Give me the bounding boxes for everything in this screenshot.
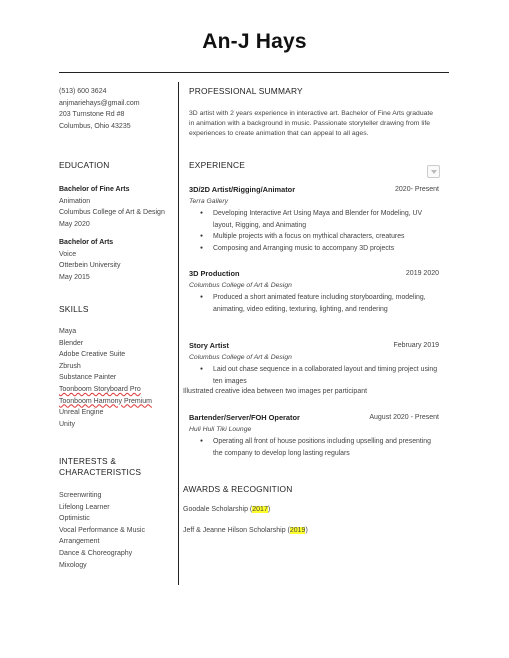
job-title-row xyxy=(189,340,439,352)
education-degree: Bachelor of Fine Arts xyxy=(59,186,130,193)
experience-heading: EXPERIENCE xyxy=(189,160,245,170)
job-bullet: ● Composing and Arranging music to accompany 3D projects xyxy=(189,243,439,255)
interests-list xyxy=(59,490,145,571)
job-dates: February 2019 xyxy=(393,342,439,349)
skill-item: Zbrush xyxy=(59,362,81,370)
award-item xyxy=(183,506,270,513)
interest-item: Vocal Performance & Music xyxy=(59,526,145,534)
skill-item: Toonboom Storyboard Pro xyxy=(59,385,141,393)
job-org: Columbus College of Art & Design xyxy=(189,282,292,289)
skills-heading: SKILLS xyxy=(59,304,89,314)
education-school: Otterbein University xyxy=(59,262,121,270)
header-divider xyxy=(59,72,449,73)
job-title: 3D/2D Artist/Rigging/Animator xyxy=(189,185,296,194)
skill-item: Unity xyxy=(59,420,75,428)
job-bullet: ● Operating all front of house positions including upselling and presenting the company to develop long lasting regulars xyxy=(189,436,439,459)
job-title: Bartender/Server/FOH Operator xyxy=(189,413,300,422)
job-bullet: ● Laid out chase sequence in a collaborated layout and timing project using ten images xyxy=(189,364,439,387)
job-title-row xyxy=(189,268,439,280)
resume-name: An-J Hays xyxy=(202,30,307,53)
job-org: Huli Huli Tiki Lounge xyxy=(189,426,252,433)
job-org: Terra Gallery xyxy=(189,198,229,205)
job-bullet: ● Developing Interactive Art Using Maya and Blender for Modeling, UV layout, Rigging, and Animating xyxy=(189,208,439,231)
job-bullet: ● Multiple projects with a focus on mythical characters, creatures xyxy=(189,231,439,243)
skill-item: Maya xyxy=(59,328,77,335)
job-bullet: ● Produced a short animated feature including storyboarding, modeling, animating, video editing, texturing, lighting, and rendering xyxy=(189,292,439,315)
summary-heading: PROFESSIONAL SUMMARY xyxy=(189,86,303,96)
education-field: Animation xyxy=(59,197,91,205)
skills-list xyxy=(59,326,152,430)
education-date: May 2020 xyxy=(59,220,90,228)
skill-item: Adobe Creative Suite xyxy=(59,351,126,359)
education-degree: Bachelor of Arts xyxy=(59,239,114,246)
awards-heading: AWARDS & RECOGNITION xyxy=(183,484,293,494)
education-entry xyxy=(59,184,189,230)
interest-item: Arrangement xyxy=(59,538,100,546)
job-title: Story Artist xyxy=(189,341,229,350)
job-dates: August 2020 - Present xyxy=(369,414,439,421)
summary-text: 3D artist with 2 years experience in interactive art. Bachelor of Fine Arts graduate in animation with a background in music. Passionate storyteller drawing from life experiences to create animation that can appeal to all ages. xyxy=(189,110,434,138)
contact-phone: (513) 600 3624 xyxy=(59,88,107,95)
award-year: 2019 xyxy=(289,527,306,534)
job-bullets xyxy=(189,436,439,459)
award-year: 2017 xyxy=(252,506,268,513)
interest-item: Optimistic xyxy=(59,515,90,523)
education-date: May 2015 xyxy=(59,273,90,281)
award-close: ) xyxy=(267,506,271,513)
education-field: Voice xyxy=(59,250,77,258)
chevron-down-icon[interactable] xyxy=(427,165,440,178)
contact-block xyxy=(59,86,140,132)
job-org: Columbus College of Art & Design xyxy=(189,354,292,361)
job-dates: 2019 2020 xyxy=(405,270,439,277)
job-title: 3D Production xyxy=(189,269,240,278)
contact-address-line1: 203 Turnstone Rd #8 xyxy=(59,111,125,119)
skill-item: Toonboom Harmony Premium xyxy=(59,397,152,405)
education-school: Columbus College of Art & Design xyxy=(59,209,165,217)
contact-email: anjmariehays@gmail.com xyxy=(59,99,140,107)
interests-heading xyxy=(59,456,141,478)
award-close: ) xyxy=(305,527,308,534)
job-title-row xyxy=(189,184,439,196)
interest-item: Lifelong Learner xyxy=(59,503,110,511)
job-bullets xyxy=(189,364,439,387)
contact-address-line2: Columbus, Ohio 43235 xyxy=(59,122,131,130)
interests-heading-line1: INTERESTS & xyxy=(59,456,117,466)
column-divider xyxy=(178,82,179,585)
skill-item: Unreal Engine xyxy=(59,409,104,417)
interests-heading-line2: CHARACTERISTICS xyxy=(59,467,142,477)
award-text: Jeff & Jeanne Hilson Scholarship ( xyxy=(183,527,290,534)
job-title-row xyxy=(189,412,439,424)
job-note: Illustrated creative idea between two images per participant xyxy=(183,388,368,395)
skill-item: Blender xyxy=(59,339,84,347)
interest-item: Mixology xyxy=(59,561,87,569)
education-entry xyxy=(59,237,120,283)
award-text: Goodale Scholarship ( xyxy=(183,506,253,513)
education-heading: EDUCATION xyxy=(59,160,110,170)
job-bullets xyxy=(189,292,439,315)
job-dates: 2020- Present xyxy=(395,186,439,193)
interest-item: Dance & Choreography xyxy=(59,549,133,557)
interest-item: Screenwriting xyxy=(59,492,102,499)
job-bullets xyxy=(189,208,439,254)
award-item xyxy=(183,527,308,534)
skill-item: Substance Painter xyxy=(59,374,117,382)
